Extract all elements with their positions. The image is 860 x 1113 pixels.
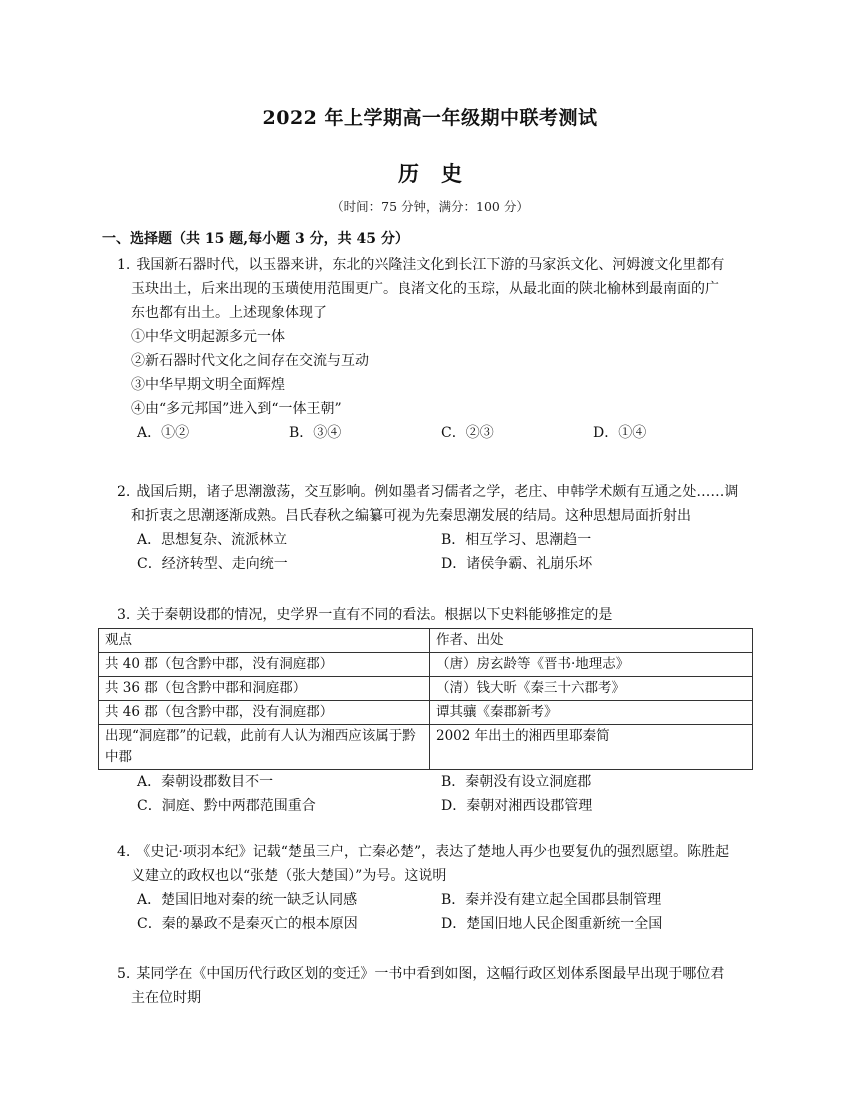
question-3-number: 3. bbox=[117, 607, 131, 623]
option-c: C．②③ bbox=[441, 425, 494, 441]
table-row bbox=[99, 701, 753, 725]
question-5-number: 5. bbox=[117, 966, 131, 982]
question-3-options bbox=[117, 770, 767, 818]
question-4-number: 4. bbox=[117, 844, 131, 860]
option-d: D．楚国旧地人民企图重新统一全国 bbox=[441, 916, 663, 932]
option-c: C．秦的暴政不是秦灭亡的根本原因 bbox=[137, 916, 358, 932]
option-b: B．秦朝没有设立洞庭郡 bbox=[441, 774, 592, 790]
option-a: A．思想复杂、流派林立 bbox=[137, 532, 288, 548]
table-row bbox=[99, 653, 753, 677]
option-b: B．③④ bbox=[289, 425, 342, 441]
question-2-stem-line: 和折衷之思潮逐渐成熟。吕氏春秋之编纂可视为先秦思潮发展的结局。这种思想局面折射出 bbox=[131, 508, 691, 524]
question-1-item: ②新石器时代文化之间存在交流与互动 bbox=[131, 353, 369, 369]
question-2-number: 2. bbox=[117, 484, 131, 500]
option-c: C．洞庭、黔中两郡范围重合 bbox=[137, 798, 316, 814]
question-1 bbox=[117, 253, 767, 445]
question-1-stem-line: 1. 我国新石器时代，以玉器来讲，东北的兴隆洼文化到长江下游的马家浜文化、河姆渡文化里都有 bbox=[117, 257, 725, 273]
table-header-cell: 作者、出处 bbox=[430, 629, 753, 653]
question-1-number: 1. bbox=[117, 257, 131, 273]
table-cell: （唐）房玄龄等《晋书·地理志》 bbox=[430, 653, 753, 677]
option-a: A．楚国旧地对秦的统一缺乏认同感 bbox=[137, 892, 358, 908]
time-info: （时间：75 分钟，满分：100 分） bbox=[331, 199, 529, 214]
table-cell: 2002 年出土的湘西里耶秦简 bbox=[430, 725, 753, 770]
table-cell: （清）钱大昕《秦三十六郡考》 bbox=[430, 677, 753, 701]
option-d: D．秦朝对湘西设郡管理 bbox=[441, 798, 593, 814]
option-d: D．诸侯争霸、礼崩乐坏 bbox=[441, 556, 593, 572]
table-header-row bbox=[99, 629, 753, 653]
exam-title: 2022 年上学期高一年级期中联考测试 bbox=[262, 107, 598, 129]
question-4-stem-line: 义建立的政权也以“张楚（张大楚国）”为号。这说明 bbox=[131, 868, 447, 884]
question-1-item: ①中华文明起源多元一体 bbox=[131, 329, 285, 345]
table-row bbox=[99, 677, 753, 701]
option-c: C．经济转型、走向统一 bbox=[137, 556, 288, 572]
question-3-table bbox=[98, 628, 753, 770]
question-2-options bbox=[117, 528, 767, 576]
option-a: A．①② bbox=[137, 425, 190, 441]
table-header-cell: 观点 bbox=[99, 629, 430, 653]
question-2-stem-line: 2. 战国后期，诸子思潮激荡，交互影响。例如墨者习儒者之学，老庄、申韩学术颇有互通之处……调 bbox=[117, 484, 739, 500]
table-row bbox=[99, 725, 753, 770]
question-1-item: ③中华早期文明全面辉煌 bbox=[131, 377, 285, 393]
table-cell: 共 40 郡（包含黔中郡，没有洞庭郡） bbox=[99, 653, 430, 677]
question-3 bbox=[117, 603, 767, 627]
question-1-stem-line: 玉玦出土，后来出现的玉璜使用范围更广。良渚文化的玉琮，从最北面的陕北榆林到最南面的广 bbox=[131, 281, 719, 297]
table-cell: 出现“洞庭郡”的记载，此前有人认为湘西应该属于黔中郡 bbox=[99, 725, 430, 770]
table-cell: 谭其骧《秦郡新考》 bbox=[430, 701, 753, 725]
option-d: D．①④ bbox=[593, 425, 647, 441]
question-4-options bbox=[117, 888, 767, 936]
question-1-item: ④由“多元邦国”进入到“一体王朝” bbox=[131, 401, 342, 417]
question-4 bbox=[117, 840, 767, 936]
question-2 bbox=[117, 480, 767, 576]
question-5 bbox=[117, 962, 767, 1010]
question-3-options-block bbox=[117, 770, 767, 818]
subject-title: 历史 bbox=[398, 161, 484, 186]
option-a: A．秦朝设郡数目不一 bbox=[137, 774, 274, 790]
question-1-stem-line: 东也都有出土。上述现象体现了 bbox=[131, 305, 327, 321]
table-cell: 共 36 郡（包含黔中郡和洞庭郡） bbox=[99, 677, 430, 701]
section-heading: 一、选择题（共 15 题,每小题 3 分，共 45 分） bbox=[102, 231, 409, 247]
option-b: B．秦并没有建立起全国郡县制管理 bbox=[441, 892, 662, 908]
question-3-stem: 3. 关于秦朝设郡的情况，史学界一直有不同的看法。根据以下史料能够推定的是 bbox=[117, 607, 613, 623]
table-cell: 共 46 郡（包含黔中郡，没有洞庭郡） bbox=[99, 701, 430, 725]
question-4-stem-line: 4. 《史记·项羽本纪》记载“楚虽三户，亡秦必楚”，表达了楚地人再少也要复仇的强烈愿望。陈胜起 bbox=[117, 844, 730, 860]
question-5-stem-line: 主在位时期 bbox=[131, 990, 201, 1006]
option-b: B．相互学习、思潮趋一 bbox=[441, 532, 592, 548]
question-5-stem-line: 5. 某同学在《中国历代行政区划的变迁》一书中看到如图，这幅行政区划体系图最早出现于哪位君 bbox=[117, 966, 725, 982]
question-1-options bbox=[117, 421, 767, 445]
